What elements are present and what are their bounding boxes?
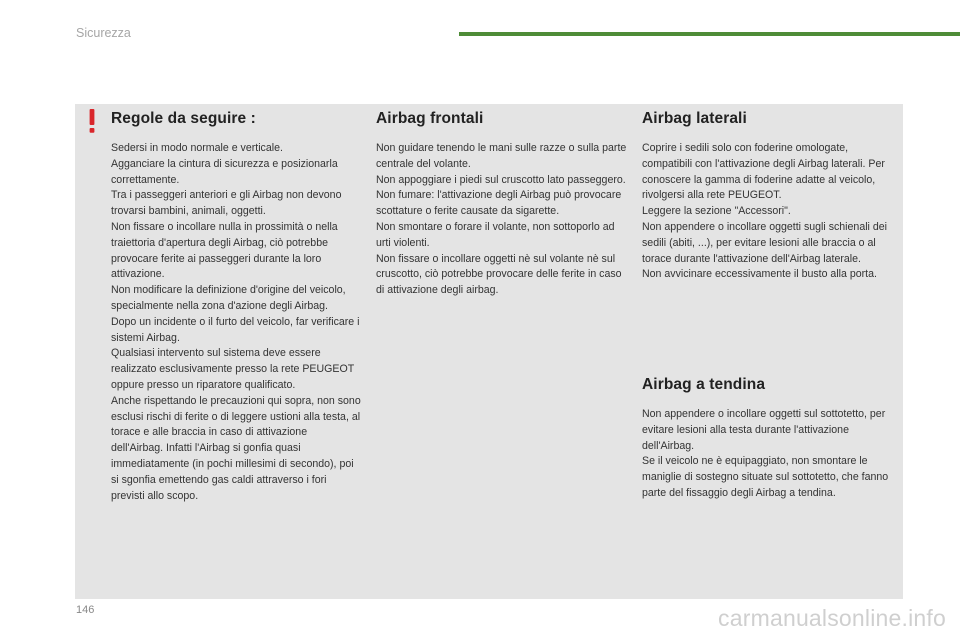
frontal-airbag-title: Airbag frontali [376,110,484,127]
lateral-airbag-text: Coprire i sedili solo con foderine omologate, compatibili con l'attivazione degli Airbag laterali. Per conoscere la gamma di foderine adatte al veicolo, rivolgersi alla rete PEUGEOT. Leggere la sezione "Accessori". Non appendere o incollare oggetti sugli schienali dei sedili (abiti, ...), per evitare lesioni alle braccia o al torace durante l'attivazione dell'Airbag laterale. Non avvicinare eccessivamente il busto alla porta. [642,142,887,281]
page-number: 146 [76,604,95,616]
section-label: Sicurezza [76,26,131,40]
frontal-airbag-text: Non guidare tenendo le mani sulle razze o sulla parte centrale del volante. Non appoggiare i piedi sul cruscotto lato passeggero. Non fumare: l'attivazione degli Airbag può provocare scottature o ferite causate da sigarette. Non smontare o forare il volante, non sottoporlo ad urti violenti. Non fissare o incollare oggetti nè sul volante nè sul cruscotto, ciò potrebbe provocare delle ferite in caso di attivazione degli airbag. [376,142,627,297]
lateral-airbag-title: Airbag laterali [642,110,747,127]
lateral-airbag-column [642,110,900,283]
curtain-airbag-column [642,376,900,502]
curtain-airbag-text: Non appendere o incollare oggetti sul sottotetto, per evitare lesioni alla testa durante l'attivazione dell'Airbag. Se il veicolo ne è equipaggiato, non smontare le maniglie di sostegno situate sul sottotetto, che fanno parte del fissaggio degli Airbag a tendina. [642,408,889,499]
rules-title: Regole da seguire : [111,110,256,127]
curtain-airbag-title: Airbag a tendina [642,376,766,393]
rules-column [111,110,361,504]
frontal-airbag-column [376,110,632,299]
rules-text: Sedersi in modo normale e verticale. Agganciare la cintura di sicurezza e posizionarla correttamente. Tra i passeggeri anteriori e gli Airbag non devono trovarsi bambini, animali, oggetti. Non fissare o incollare nulla in prossimità o nella traiettoria d'apertura degli Airbag, ciò potrebbe provocare ferite ai passeggeri durante la loro attivazione. Non modificare la definizione d'origine del veicolo, specialmente nella zona d'azione degli Airbag. Dopo un incidente o il furto del veicolo, far verificare i sistemi Airbag. Qualsiasi intervento sul sistema deve essere realizzato esclusivamente presso la rete PEUGEOT oppure presso un riparatore qualificato. Anche rispettando le precauzioni qui sopra, non sono esclusi rischi di ferite o di leggere ustioni alla testa, al torace e alle braccia in caso di attivazione dell'Airbag. Infatti l'Airbag si gonfia quasi immediatamente (in pochi millesimi di secondo), poi si sgonfia emettendo gas caldi attraverso i fori previsti allo scopo. [111,142,361,502]
warning-icon [87,109,97,133]
watermark: carmanualsonline.info [718,605,946,631]
header-accent-bar [459,32,960,36]
